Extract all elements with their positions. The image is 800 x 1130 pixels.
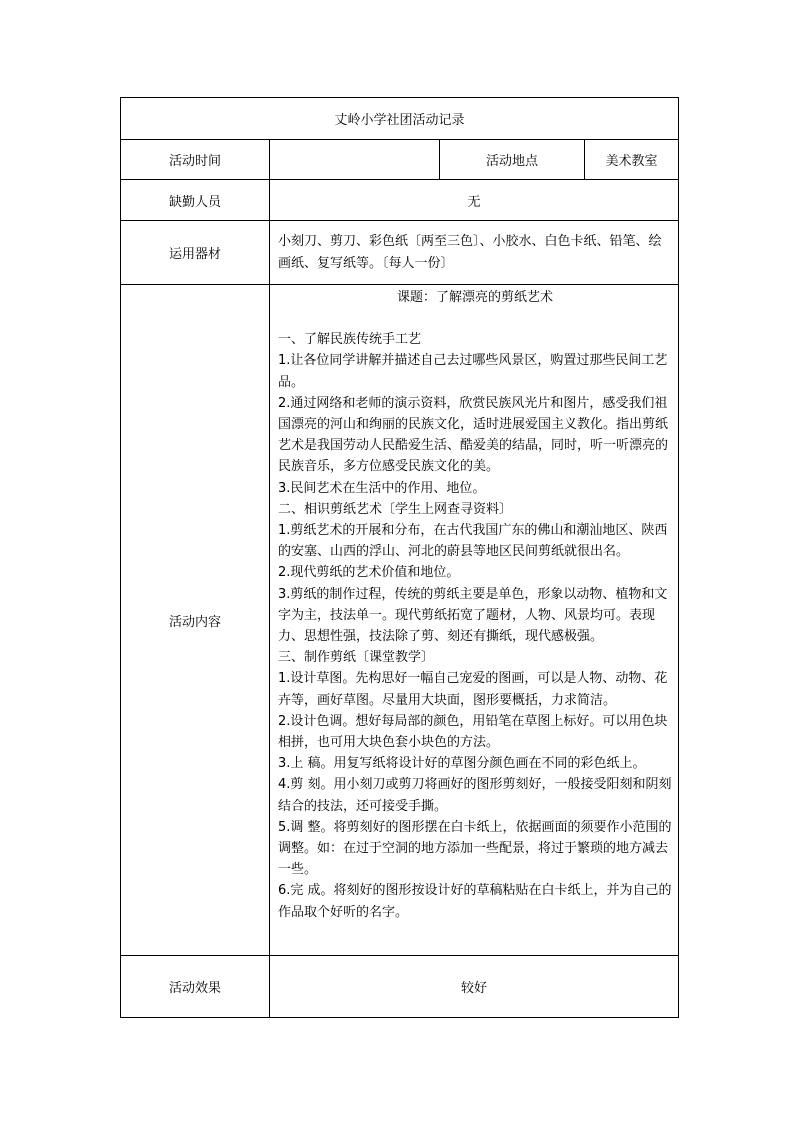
absent-label: 缺勤人员: [121, 180, 270, 221]
activity-record-table: [120, 97, 679, 1018]
content-label: 活动内容: [121, 285, 270, 956]
activity-time-value: [270, 140, 440, 180]
activity-time-label: 活动时间: [121, 140, 270, 180]
content-line: 三、制作剪纸〔课堂教学〕: [278, 650, 435, 666]
content-line: 2.设计色调。想好每局部的颜色，用铅笔在草图上标好。可以用色块相拼，也可用大块色套小块色的方法。: [278, 713, 668, 751]
lesson-title: 课题：了解漂亮的剪纸艺术: [397, 290, 554, 305]
content-line: 2.现代剪纸的艺术价值和地位。: [278, 565, 460, 581]
content-cell: [270, 285, 679, 956]
content-line: 1.剪纸艺术的开展和分布，在古代我国广东的佛山和潮汕地区、陕西的安塞、山西的浮山、河北的蔚县等地区民间剪纸就很出名。: [278, 523, 668, 560]
activity-place-label: 活动地点: [440, 140, 585, 180]
content-line: 4.剪 刻。用小刻刀或剪刀将画好的图形剪刻好，一般接受阳刻和阴刻结合的技法，还可接受手撕。: [278, 777, 672, 814]
content-line: 二、相识剪纸艺术〔学生上网查寻资料〕: [278, 501, 513, 517]
activity-place-value: 美术教室: [585, 140, 679, 180]
content-line: 3.剪纸的制作过程，传统的剪纸主要是单色，形象以动物、植物和文字为主，技法单一。现代剪纸拓宽了题材，人物、风景均可。表现力、思想性强，技法除了剪、刻还有撕纸，现代感极强。: [278, 586, 668, 645]
equipment-value: 小刻刀、剪刀、彩色纸〔两至三色〕、小胶水、白色卡纸、铅笔、绘画纸、复写纸等。〔每人一份〕: [278, 233, 662, 271]
content-line: 1.设计草图。先构思好一幅自己宠爱的图画，可以是人物、动物、花卉等，画好草图。尽量用大块面，图形要概括，力求简洁。: [278, 671, 668, 708]
content-line: 3.民间艺术在生活中的作用、地位。: [278, 480, 486, 496]
content-line: 6.完 成。将刻好的图形按设计好的草稿粘贴在白卡纸上，并为自己的作品取个好听的名字。: [278, 883, 672, 920]
content-line: 3.上 稿。用复写纸将设计好的草图分颜色画在不同的彩色纸上。: [278, 756, 646, 772]
content-line: 1.让各位同学讲解并描述自己去过哪些风景区，购置过那些民间工艺品。: [278, 353, 668, 390]
effect-label: 活动效果: [121, 956, 270, 1018]
record-title: 丈岭小学社团活动记录: [121, 98, 679, 140]
equipment-label: 运用器材: [121, 221, 270, 285]
content-line: 2.通过网络和老师的演示资料，欣赏民族风光片和图片，感受我们祖国漂亮的河山和绚丽的民族文化，适时进展爱国主义教化。指出剪纸艺术是我国劳动人民酷爱生活、酷爱美的结晶，同时，听一听漂亮的民族音乐，多方位感受民族文化的美。: [278, 395, 669, 475]
absent-value: 无: [270, 180, 679, 221]
content-line: 5.调 整。将剪刻好的图形摆在白卡纸上，依据画面的须要作小范围的调整。如：在过于空洞的地方添加一些配景，将过于繁琐的地方减去一些。: [278, 819, 672, 878]
equipment-cell: [270, 221, 679, 285]
content-line: 一、了解民族传统手工艺: [278, 332, 422, 348]
effect-value: 较好: [270, 956, 679, 1018]
